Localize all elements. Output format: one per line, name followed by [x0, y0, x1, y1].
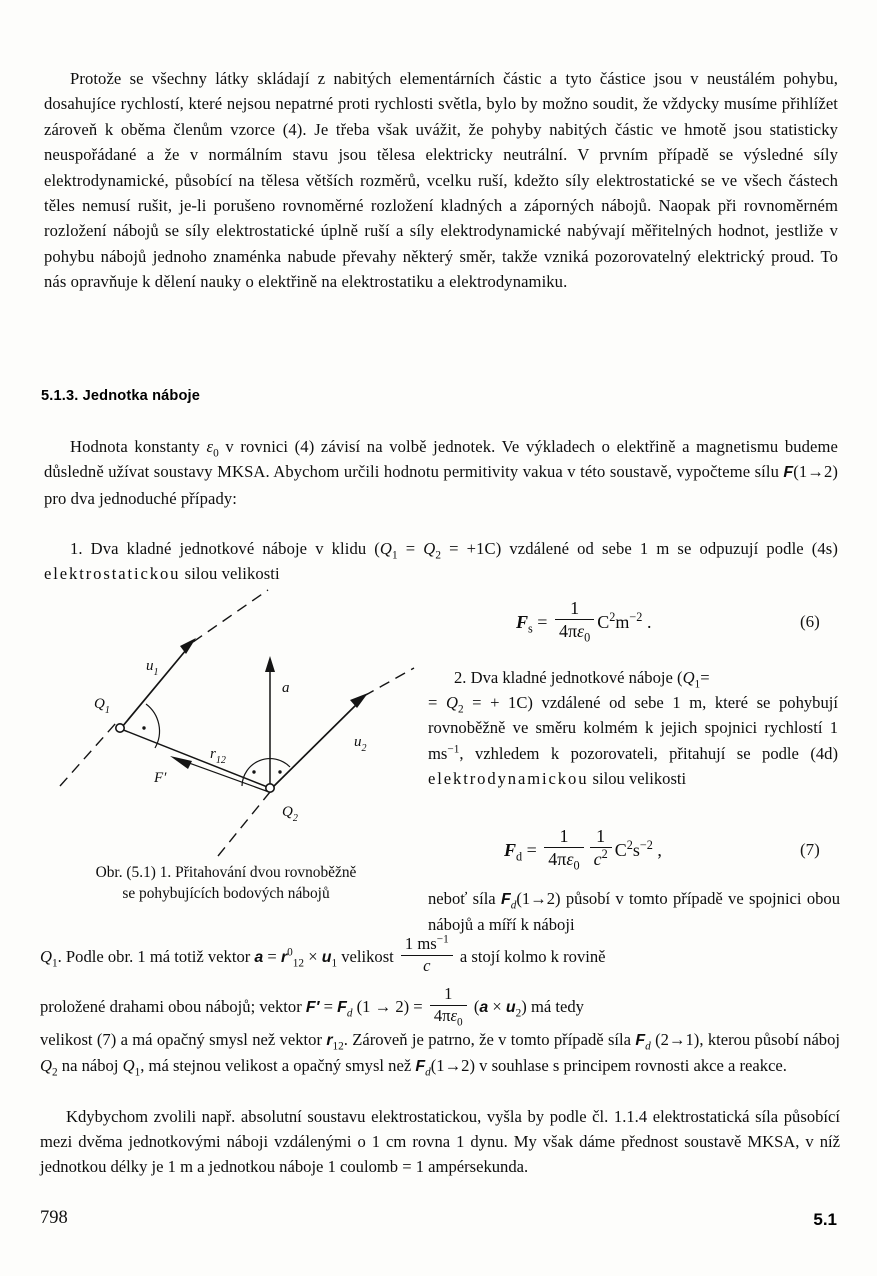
epsilon-subscript: 0 [584, 630, 591, 645]
text-fragment: ) má tedy [521, 996, 584, 1016]
force-argument: (1→2) [793, 462, 838, 482]
equation-6-lhs: F [516, 611, 529, 632]
text-fragment: , vzhledem k pozorovateli, přitahují se podle (4d) [459, 743, 838, 763]
figure-svg [58, 576, 424, 860]
charge-q1-subscript: 1 [392, 549, 398, 562]
figure-label-a: a [282, 680, 290, 696]
equation-6-tag: (6) [800, 612, 820, 631]
charge-q2-symbol: Q [423, 539, 436, 558]
fraction-one-over-four-pi-epsilon [555, 598, 594, 645]
text-fragment: velikost [337, 946, 398, 966]
text-fragment: silou velikosti [588, 768, 687, 788]
text-fragment: na náboj [57, 1056, 123, 1076]
equation-7-lhs: F [504, 839, 517, 860]
text-fragment: působí v tomto případě ve spojnici obou nábojů a míří k náboji [428, 889, 841, 935]
unit-second: s [632, 839, 640, 860]
paragraph-velikost [40, 1027, 840, 1079]
velocity-exponent: −1 [436, 933, 449, 946]
vector-a-symbol: a [254, 948, 264, 966]
figure-label-u1-text: u [146, 658, 154, 674]
unit-second-exponent: −2 [639, 837, 653, 852]
unit-separation-vector-superscript: 0 [287, 946, 293, 959]
force-vector-symbol: F [500, 891, 511, 908]
figure-parallel-charges-diagram [58, 576, 424, 860]
velocity-u2-symbol: u [505, 998, 516, 1016]
figure-label-q1-subscript: 1 [104, 705, 110, 716]
text-fragment: . Zároveň je patrno, že v tomto případě síla [343, 1030, 636, 1049]
figure-label-u1-subscript: 1 [153, 667, 159, 678]
figure-label-q2 [282, 804, 298, 824]
paragraph-nebot [428, 886, 840, 937]
figure-label-u1 [146, 658, 159, 678]
cross-product-sign: × [304, 946, 322, 966]
emphasis-spaced-text: elektrostatickou [44, 564, 181, 584]
equals-sign: = [263, 946, 281, 966]
emphasis-spaced-text: elektrodynamickou [428, 768, 589, 788]
velocity-u1-symbol: u [321, 948, 332, 966]
trajectory-dashed-q2-lower [218, 792, 270, 856]
charge-q2-subscript: 2 [51, 1066, 58, 1079]
epsilon-symbol: ε [566, 849, 574, 870]
force-argument: (2→1) [650, 1030, 700, 1049]
fraction-velocity-over-c [401, 935, 453, 975]
fraction-numerator: 1 [444, 984, 453, 1003]
vector-a-arrowhead [265, 656, 275, 672]
force-vector-f21-symbol: F [635, 1032, 646, 1049]
paragraph-case-2 [428, 665, 838, 791]
force-vector-f12-subscript: d [425, 1066, 431, 1079]
chapter-marker: 5.1 [813, 1210, 837, 1229]
separation-vector-symbol: r [326, 1032, 333, 1049]
fraction-denominator [590, 847, 612, 869]
trailing-punctuation: . [642, 611, 652, 632]
unit-coulomb-exponent: 2 [609, 609, 616, 624]
charge-q1-symbol: Q [40, 946, 52, 966]
text-fragment: proložené drahami obou nábojů; vektor [40, 996, 306, 1016]
equals-sign: = [397, 539, 424, 558]
force-vector-f21-subscript: d [645, 1040, 651, 1053]
fraction-numerator: 1 [596, 826, 606, 846]
equals-sign: = [700, 668, 710, 687]
figure-caption-line-1: Obr. (5.1) 1. Přitahování dvou rovnoběžně [95, 864, 357, 881]
fraction-denominator [430, 1005, 467, 1026]
cross-product-sign: × [488, 996, 506, 1016]
equals-sign: = [532, 611, 552, 632]
fraction-denominator [555, 619, 594, 645]
charge-q1-symbol: Q [122, 1056, 135, 1076]
trajectory-dashed-q1-upper [193, 590, 268, 642]
force-argument: (1→2) [430, 1056, 475, 1076]
text-fragment: , má stejnou velikost a opačný smysl než [140, 1056, 416, 1076]
equation-6-lhs-subscript: s [528, 621, 533, 636]
unit-coulomb: C [597, 611, 610, 632]
equation-7 [504, 826, 662, 873]
figure-label-r12-text: r [210, 746, 216, 762]
fraction-one-over-four-pi-epsilon [544, 826, 583, 873]
figure-label-q2-text: Q [282, 804, 293, 820]
epsilon-symbol: ε [450, 1005, 458, 1025]
four-pi: 4π [548, 849, 567, 870]
text-fragment: pro dva jednoduché případy: [44, 488, 238, 508]
unit-separation-vector-symbol: r [280, 948, 288, 966]
charge-q1-symbol: Q [682, 668, 695, 687]
charge-q2-subscript: 2 [435, 549, 442, 562]
text-fragment: neboť síla [428, 889, 501, 908]
equation-7-lhs-subscript: d [516, 849, 523, 864]
text-fragment: , kterou působí náboj [699, 1030, 841, 1049]
unit-metre-exponent: −2 [629, 609, 643, 624]
figure-label-q2-subscript: 2 [292, 813, 298, 824]
charge-q1-symbol: Q [379, 539, 393, 558]
figure-label-u2 [354, 734, 367, 754]
equals-sign: = [428, 693, 446, 713]
section-heading: 5.1.3. Jednotka náboje [41, 388, 201, 404]
force-vector-fd-subscript: d [346, 1007, 353, 1020]
figure-label-u2-subscript: 2 [361, 743, 367, 754]
figure-label-fprime: F′ [154, 770, 167, 786]
text-fragment: silou velikosti [180, 564, 280, 584]
speed-of-light-exponent: 2 [601, 847, 608, 862]
equation-7-tag: (7) [800, 840, 820, 859]
text-fragment: velikost (7) a má opačný smysl než vektor [40, 1030, 327, 1049]
epsilon-subscript: 0 [457, 1015, 463, 1028]
four-pi: 4π [558, 621, 578, 642]
four-pi: 4π [433, 1005, 451, 1025]
force-argument: (1 → 2) [352, 996, 410, 1016]
force-vector-symbol: F [783, 464, 794, 482]
text-fragment: = +1C) vzdálené od sebe 1 m se odpuzují podle (4s) [441, 539, 838, 558]
paragraph-intro: Protože se všechny látky skládají z nabitých elementárních částic a tyto částice jsou v neustálém pohybu, dosahujíce rychlostí, které nejsou nepatrné proti rychlosti světla, bylo by možno soudit, že vždycky musíme přihlížet zároveň k oběma členům vzorce (4). Je třeba však uvážit, že pohyby nabitých částic ve hmotě jsou statisticky neuspořádané a že v normálním stavu jsou tělesa elektricky neutrální. V prvním případě se výsledné síly elektrodynamické, působící na tělesa větších rozměrů, vcelku ruší, kdežto síly elektrostatické se ve všech částech těles nemusí rušit, je-li porušeno rovnoměrné rozložení kladných a záporných nábojů. Naopak při rovnoměrném rozložení nábojů se síly elektrostatické úplně ruší a síly elektrodynamické nabývají měřitelných hodnot, jestliže v pohybu nábojů jednoho znaménka nabude převahy některý směr, takže vzniká pozorovatelný elektrický proud. To nás opravňuje k dělení nauky o elektřině na elektrostatiku a elektrodynamiku. [44, 69, 838, 292]
right-angle-dot-q2-right [278, 770, 281, 773]
force-vector-fd-symbol: F [337, 998, 347, 1016]
vector-a-symbol: a [479, 998, 489, 1016]
separation-vector-subscript: 12 [332, 1040, 344, 1053]
trajectory-dashed-q2-upper [364, 668, 414, 696]
force-vector-f12-symbol: F [415, 1058, 426, 1076]
text-fragment: 2. Dva kladné jednotkové náboje ( [454, 668, 683, 687]
text-fragment: Hodnota konstanty [70, 437, 207, 456]
figure-label-q1 [94, 696, 110, 716]
fraction-denominator [544, 847, 583, 873]
charge-q1-subscript: 1 [51, 957, 58, 970]
fraction-numerator: 1 [559, 826, 569, 846]
fraction-numerator: 1 [570, 598, 580, 618]
separation-vector-r12-line [121, 729, 270, 788]
fraction-one-over-c-squared [590, 826, 612, 869]
equals-sign: = [319, 996, 338, 1016]
paragraph-podle [40, 935, 840, 975]
trajectory-dashed-q1-lower [60, 723, 116, 786]
velocity-vector-u2-shaft [272, 700, 361, 788]
text-fragment: a stojí kolmo k rovině [455, 946, 606, 966]
velocity-value: 1 ms [404, 934, 437, 953]
equals-sign: = [409, 996, 427, 1016]
epsilon-symbol: ε [206, 437, 214, 456]
open-paren: ( [469, 996, 480, 1016]
epsilon-symbol: ε [577, 621, 585, 642]
figure-label-r12-subscript: 12 [215, 755, 226, 766]
velocity-vector-u1-shaft [122, 644, 191, 727]
paragraph-prolozene [40, 984, 840, 1028]
unit-coulomb: C [614, 839, 627, 860]
unit-metre: m [615, 611, 630, 632]
force-vector-fprime-symbol: F′ [305, 998, 320, 1016]
figure-label-r12 [210, 746, 226, 766]
right-angle-dot-q2-left [252, 770, 255, 773]
paragraph-hodnota [44, 434, 838, 511]
figure-caption [34, 862, 418, 904]
text-fragment: v souhlase s principem rovnosti akce a reakce. [475, 1056, 787, 1076]
epsilon-subscript: 0 [213, 447, 219, 460]
right-angle-arc-q2 [242, 759, 290, 786]
equals-sign: = [522, 839, 542, 860]
velocity-u1-subscript: 1 [331, 957, 338, 970]
velocity-vector-u1-arrowhead [180, 638, 196, 654]
text-fragment: = + 1C) vzdálené od sebe 1 m, které se pohybují rovnoběžně ve směru kolmém k jejich spojnici rychlostí 1 ms [428, 693, 838, 763]
unit-separation-vector-subscript: 12 [292, 957, 305, 970]
charge-q1-subscript: 1 [134, 1066, 141, 1079]
unit-coulomb-exponent: 2 [626, 837, 633, 852]
text-fragment: . Podle obr. 1 má totiž vektor [57, 946, 255, 966]
velocity-u2-subscript: 2 [515, 1007, 522, 1020]
fraction-one-over-four-pi-epsilon [430, 984, 467, 1028]
speed-of-light-symbol: c [593, 849, 602, 870]
charge-q1-subscript: 1 [694, 678, 701, 691]
charge-marker-q1 [116, 724, 124, 732]
epsilon-subscript: 0 [573, 858, 580, 873]
force-argument: (1→2) [516, 889, 561, 908]
text-fragment: v rovnici (4) závisí na volbě jednotek. Ve výkladech o elektřině a magnetismu budeme důsledně užívat soustavy MKSA. Abychom určili hodnotu permitivity vakua v této soustavě, vypočteme sílu [44, 437, 838, 482]
figure-caption-line-2: se pohybujících bodových nábojů [122, 885, 330, 902]
paragraph-kdybychom: Kdybychom zvolili např. absolutní soustavu elektrostatickou, vyšla by podle čl. 1.1.4 elektrostatická síla působící mezi dvěma jednotkovými náboji vzdálenými o 1 cm rovna 1 dynu. My však dáme přednost soustavě MKSA, v níž jednotkou délky je 1 m a jednotkou náboje 1 coulomb = 1 ampérsekunda. [40, 1107, 840, 1177]
charge-q2-symbol: Q [445, 693, 458, 713]
force-vector-subscript: d [510, 899, 517, 912]
velocity-exponent: −1 [447, 743, 460, 756]
right-angle-dot-q1 [142, 726, 145, 729]
charge-marker-q2 [266, 784, 274, 792]
trailing-punctuation: , [652, 839, 662, 860]
figure-label-u2-text: u [354, 734, 362, 750]
velocity-vector-u2-arrowhead [350, 693, 368, 708]
figure-label-q1-text: Q [94, 696, 105, 712]
charge-q2-symbol: Q [40, 1056, 52, 1076]
force-vector-fprime-arrowhead [170, 756, 192, 769]
fraction-numerator [401, 935, 453, 955]
charge-q2-subscript: 2 [457, 703, 464, 716]
page-number: 798 [40, 1208, 68, 1228]
fraction-denominator: c [401, 955, 453, 976]
equation-6 [516, 598, 652, 645]
text-fragment: 1. Dva kladné jednotkové náboje v klidu ( [70, 539, 380, 558]
